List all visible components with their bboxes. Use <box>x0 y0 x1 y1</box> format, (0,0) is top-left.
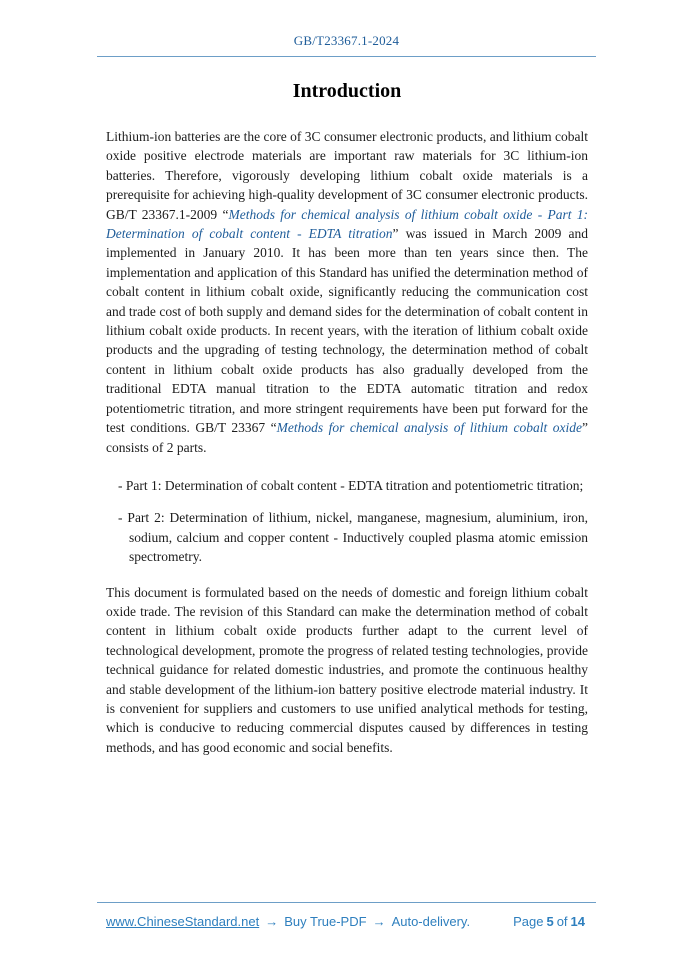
quoted-standard-title: Methods for chemical analysis of lithium cobalt oxide <box>276 420 582 436</box>
header-rule <box>97 56 596 57</box>
page-footer <box>97 902 596 929</box>
footer-row <box>97 903 596 929</box>
paragraph-text: ” was issued in March 2009 and implemented in January 2010. It has been more than ten years since then. The implementation and application of this Standard has unified the determination method of cobalt content in lithium cobalt oxide, significantly reducing the communication cost and trade cost of both supply and demand sides for the determination of cobalt content in lithium cobalt oxide products. In recent years, with the iteration of lithium cobalt oxide products and the upgrading of testing technology, the determination method of cobalt content in lithium cobalt oxide products has also gradually developed from the traditional EDTA manual titration to the EDTA automatic titration and redox potentiometric titration, and more stringent requirements have been put forward for the test conditions. GB/T 23367 “ <box>106 226 588 436</box>
intro-paragraph-1 <box>106 127 588 457</box>
arrow-right-icon: → <box>372 914 386 929</box>
doc-number: GB/T23367.1-2024 <box>293 33 400 48</box>
paragraph-text: ” consists of 2 parts. <box>106 420 588 455</box>
list-item-part-2: - Part 2: Determination of lithium, nickel, manganese, magnesium, aluminium, iron, sodium, calcium and copper content - Inductively coupled plasma atomic emission spectrometry. <box>118 510 588 565</box>
list-item-part-1: - Part 1: Determination of cobalt content - EDTA titration and potentiometric titration; <box>118 477 584 493</box>
intro-paragraph-2: This document is formulated based on the needs of domestic and foreign lithium cobalt oxide trade. The revision of this Standard can make the determination method of cobalt content in lithium cobalt oxide products further adapt to the current level of technological development, promote the progress of related testing technologies, provide technical guidance for related domestic industries, and promote the continuous healthy and stable development of the lithium-ion battery positive electrode material industry. It is convenient for suppliers and customers to use unified analytical methods for testing, which is conducive to reducing commercial disputes caused by differences in testing methods, and has good economic and social benefits. <box>106 584 588 755</box>
page-title: Introduction <box>292 80 402 102</box>
auto-delivery-label: Auto-delivery. <box>391 914 471 929</box>
page-current: 5 <box>546 914 554 929</box>
page-header <box>97 0 596 57</box>
arrow-right-icon: → <box>265 914 279 929</box>
of-label: of <box>556 914 568 929</box>
quoted-standard-title: Methods for chemical analysis of lithium cobalt oxide - Part 1: Determination of cobalt content - EDTA titration <box>106 206 589 242</box>
paragraph-text: Lithium-ion batteries are the core of 3C consumer electronic products, and lithium cobalt oxide positive electrode materials are important raw materials for 3C lithium-ion batteries. Therefore, vigorously developing lithium cobalt oxide materials is a prerequisite for achieving high-quality development of 3C consumer electronic products. GB/T 23367.1-2009 “ <box>106 129 588 222</box>
page-content <box>106 80 588 770</box>
site-link[interactable]: www.ChineseStandard.net <box>106 914 260 929</box>
page-label: Page <box>513 914 544 929</box>
page-total: 14 <box>570 914 585 929</box>
parts-list <box>106 476 588 567</box>
page-indicator <box>513 914 588 929</box>
footer-promo-line <box>106 914 470 929</box>
buy-true-pdf-label: Buy True-PDF <box>284 914 367 929</box>
